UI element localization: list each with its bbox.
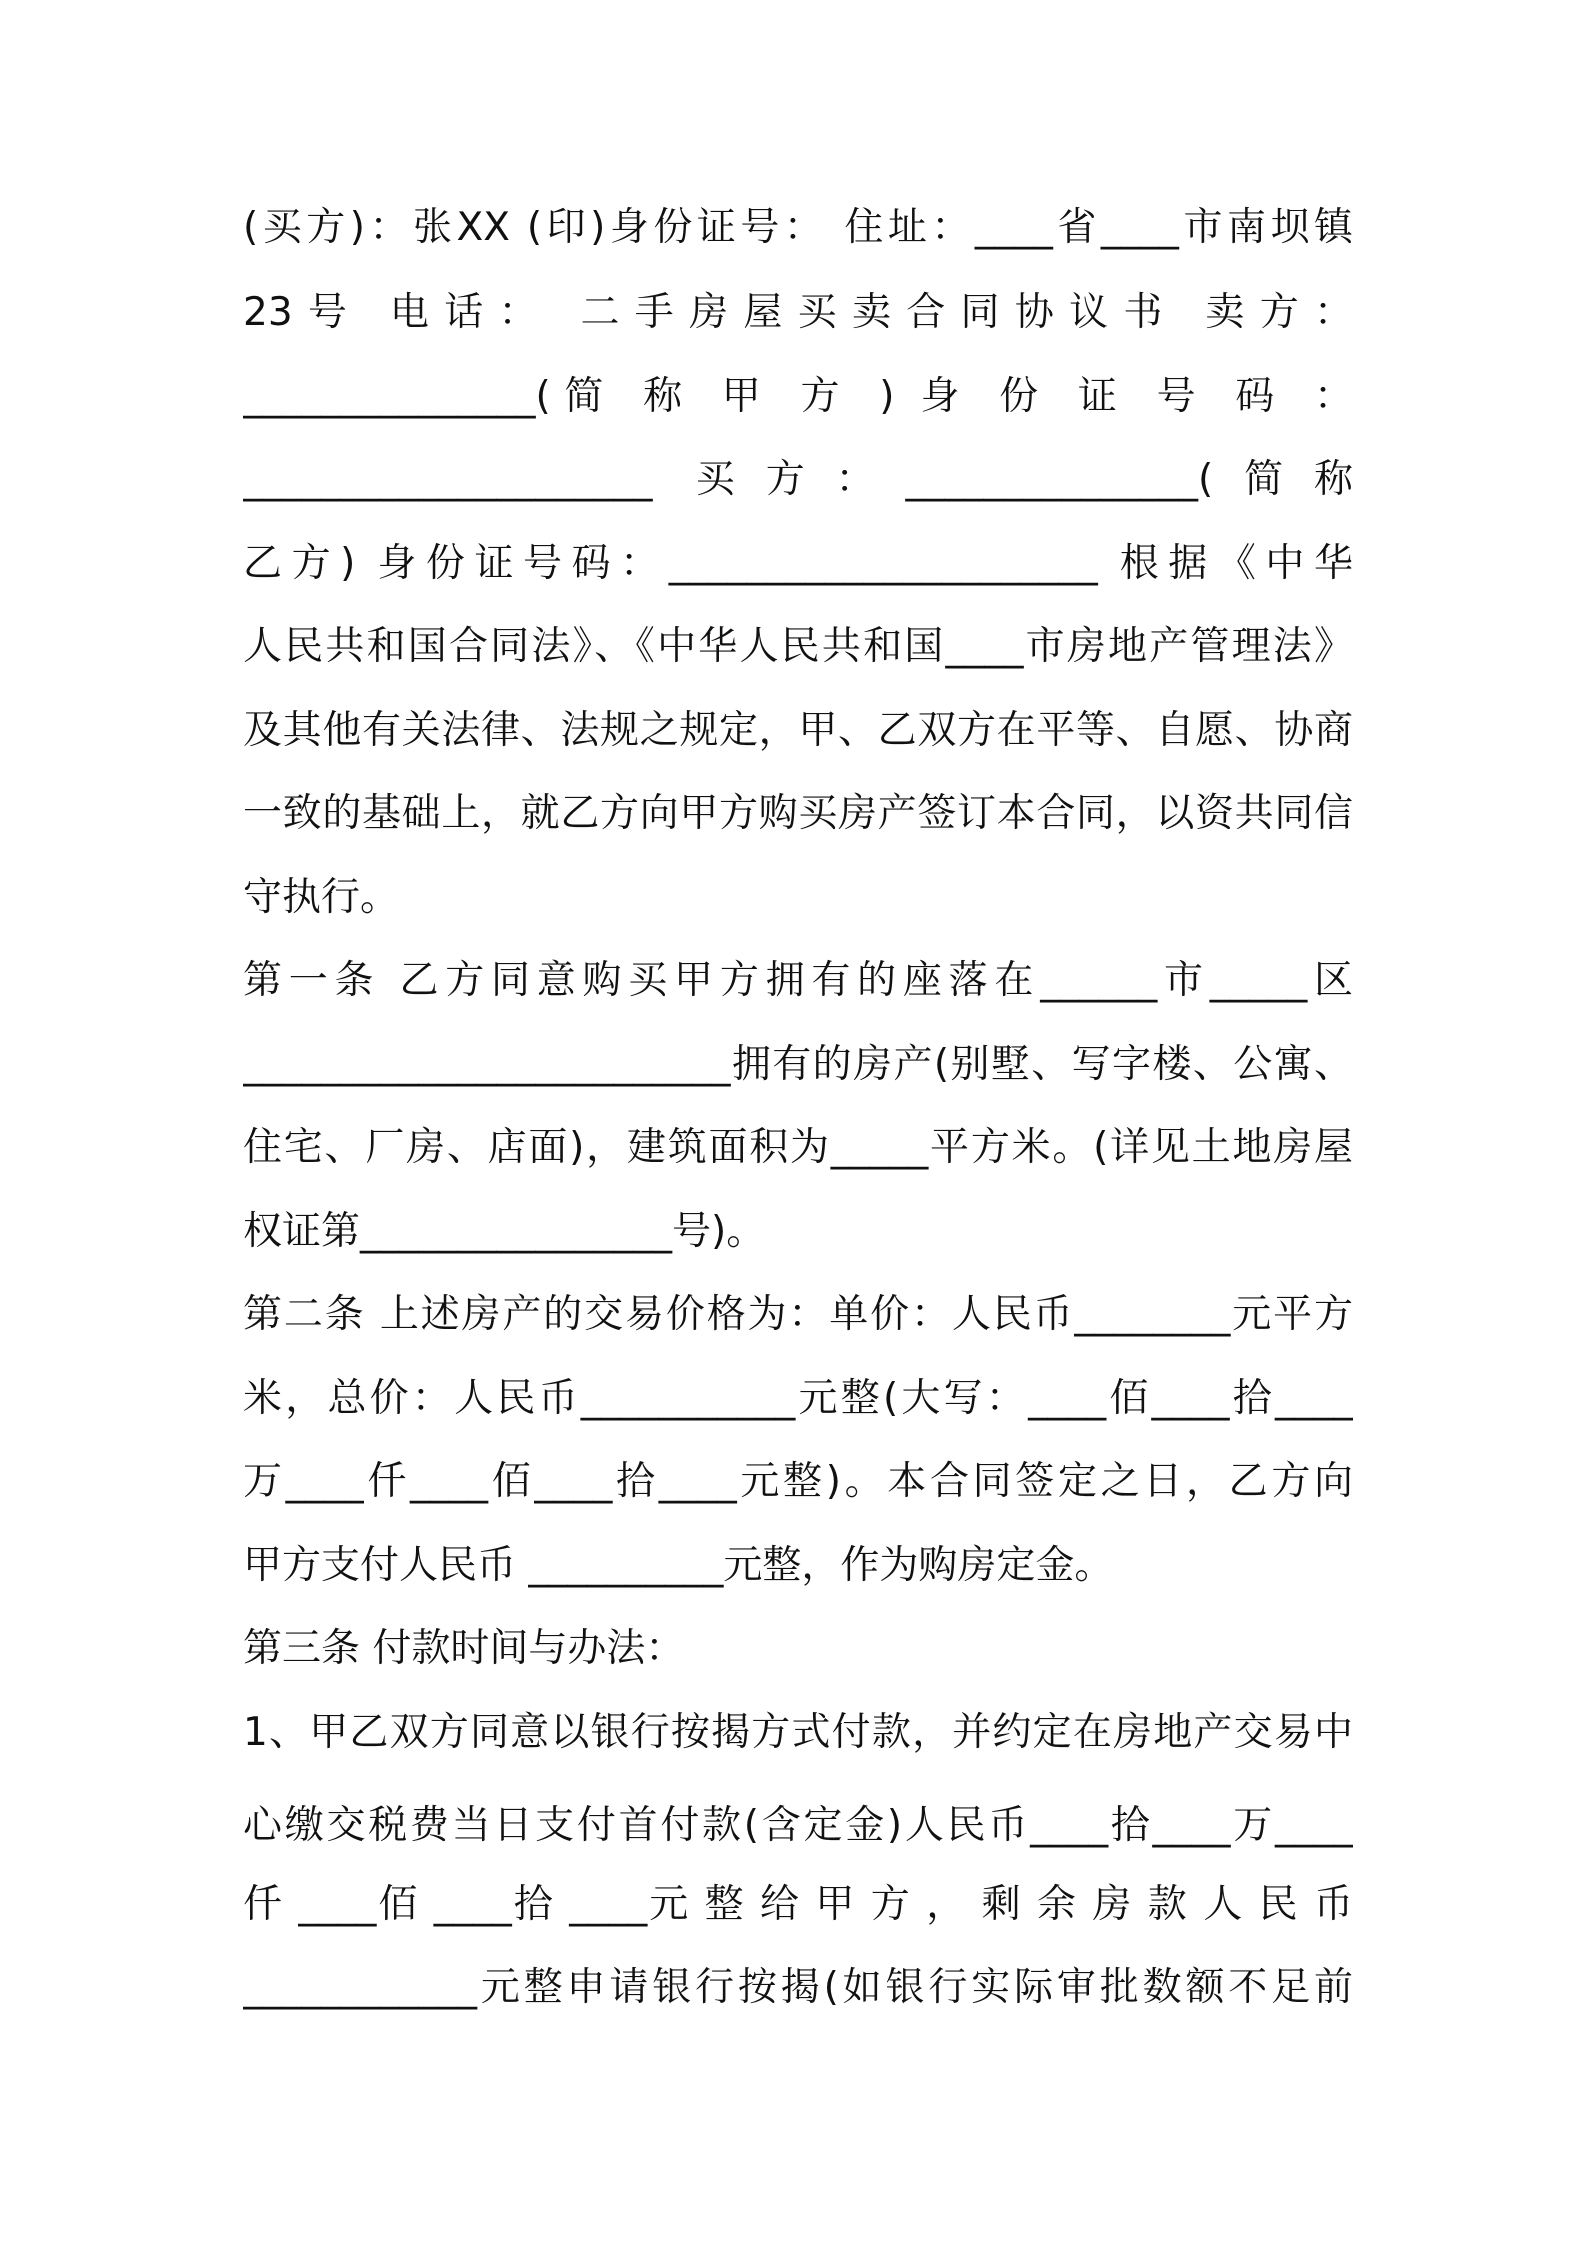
text-line: _____________________ 买方：_______________(简称 [243,457,1353,502]
text-line: 1、甲乙双方同意以银行按揭方式付款，并约定在房地产交易中 [243,1710,1353,1755]
text-line: ____________元整申请银行按揭(如银行实际审批数额不足前 [243,1965,1353,2010]
text-line: 住宅、厂房、店面)，建筑面积为_____平方米。(详见土地房屋 [243,1125,1353,1170]
section-heading-article-1: 第一条 乙方同意购买甲方拥有的座落在______市_____区 [243,958,1353,1003]
text-line: 仟 ____佰 ____拾 ____元 整 给 甲 方 ， 剩 余 房 款 人 民 币 [243,1882,1353,1927]
text-line: 人民共和国合同法》、《中华人民共和国____市房地产管理法》 [243,624,1353,669]
text-line: 心缴交税费当日支付首付款(含定金)人民币____拾____万____ [243,1803,1353,1848]
text-line: 23号 电话： 二手房屋买卖合同协议书 卖方： [243,290,1353,335]
text-line: _______________(简 称 甲 方 ) 身 份 证 号 码 ： [243,374,1353,419]
text-line: 及其他有关法律、法规之规定，甲、乙双方在平等、自愿、协商 [243,708,1353,753]
text-line: 一致的基础上，就乙方向甲方购买房产签订本合同，以资共同信 [243,791,1353,836]
text-line: 米，总价：人民币___________元整(大写：____佰____拾____ [243,1376,1353,1421]
text-line: (买方)：张XX (印)身份证号： 住址：____省____市南坝镇 [243,205,1353,250]
section-heading-article-3: 第三条 付款时间与办法： [243,1626,685,1671]
section-heading-article-2: 第二条 上述房产的交易价格为：单价：人民币________元平方 [243,1292,1353,1337]
text-line: 万____仟____佰____拾____元整)。本合同签定之日，乙方向 [243,1459,1353,1504]
text-line: 权证第________________号)。 [243,1209,766,1254]
text-line: _________________________拥有的房产(别墅、写字楼、公寓、 [243,1042,1353,1087]
text-line: 守执行。 [243,875,400,920]
text-line: 乙方) 身份证号码：______________________ 根据《中华 [243,541,1353,586]
text-line: 甲方支付人民币 __________元整，作为购房定金。 [243,1543,1114,1588]
